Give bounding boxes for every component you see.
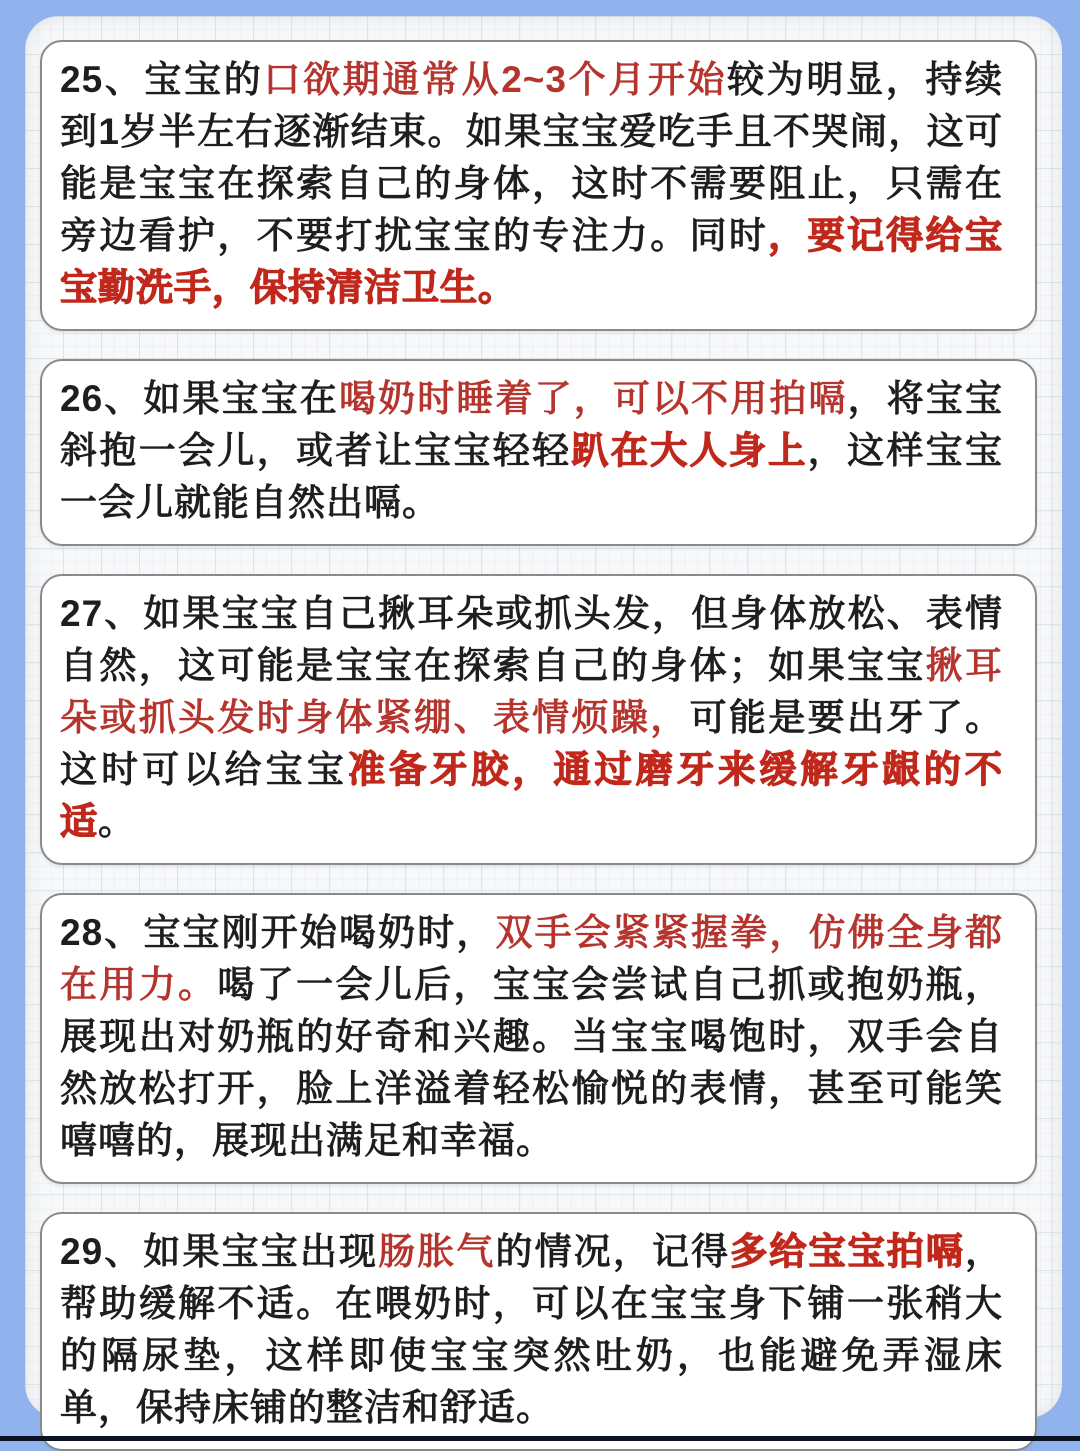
text-segment: 喝奶时睡着了，可以不用拍嗝 bbox=[339, 378, 848, 419]
tip-card-27 bbox=[40, 574, 1037, 865]
text-segment: 肠胀气 bbox=[378, 1231, 496, 1272]
tip-card-28 bbox=[40, 893, 1037, 1184]
text-segment: 29、如果宝宝出现 bbox=[60, 1231, 379, 1272]
text-segment: 26、如果宝宝在 bbox=[60, 378, 340, 419]
text-segment: 双手会紧紧握拳，仿佛全身都在用力。 bbox=[60, 912, 1003, 1005]
text-segment: 多给宝宝拍嗝 bbox=[730, 1231, 966, 1272]
text-segment: ，将宝宝斜抱一会儿，或者让宝宝轻轻 bbox=[60, 378, 1004, 471]
notes-panel bbox=[25, 16, 1062, 1428]
text-segment: 可能是要出牙了。这时可以给宝宝 bbox=[60, 697, 1004, 790]
tip-card-26 bbox=[40, 359, 1037, 546]
text-segment: 揪耳朵或抓头发时身体紧绷、表情烦躁， bbox=[60, 645, 1004, 738]
text-segment: ，要记得给宝宝勤洗手，保持清洁卫生。 bbox=[60, 215, 1004, 308]
text-segment: 准备牙胶，通过磨牙来缓解牙龈的不适 bbox=[60, 749, 1004, 842]
text-segment: 28、宝宝刚开始喝奶时， bbox=[60, 912, 496, 953]
text-segment: 25、宝宝的 bbox=[60, 59, 264, 100]
text-segment: ，帮助缓解不适。在喂奶时，可以在宝宝身下铺一张稍大的隔尿垫，这样即使宝宝突然吐奶，也能避免弄湿床单，保持床铺的整洁和舒适。 bbox=[60, 1231, 1004, 1428]
text-segment: 27、如果宝宝自己揪耳朵或抓头发，但身体放松、表情自然，这可能是宝宝在探索自己的身体；如果宝宝 bbox=[60, 593, 1003, 686]
text-segment: 。 bbox=[98, 801, 136, 842]
tip-card-29 bbox=[40, 1212, 1037, 1451]
text-segment: 的情况，记得 bbox=[495, 1231, 731, 1272]
text-segment: ，这样宝宝一会儿就能自然出嗝。 bbox=[60, 430, 1004, 523]
text-segment: 趴在大人身上 bbox=[571, 430, 808, 471]
bottom-border bbox=[0, 1436, 1080, 1441]
text-segment: 口欲期通常从2~3个月开始 bbox=[263, 59, 728, 100]
tip-card-25 bbox=[40, 40, 1037, 331]
text-segment: 较为明显，持续到1岁半左右逐渐结束。如果宝宝爱吃手且不哭闹，这可能是宝宝在探索自己的身体，这时不需要阻止，只需在旁边看护，不要打扰宝宝的专注力。同时 bbox=[60, 59, 1004, 256]
text-segment: 喝了一会儿后，宝宝会尝试自己抓或抱奶瓶，展现出对奶瓶的好奇和兴趣。当宝宝喝饱时，双手会自然放松打开，脸上洋溢着轻松愉悦的表情，甚至可能笑嘻嘻的，展现出满足和幸福。 bbox=[60, 964, 1004, 1161]
cards-container bbox=[25, 16, 1062, 1451]
